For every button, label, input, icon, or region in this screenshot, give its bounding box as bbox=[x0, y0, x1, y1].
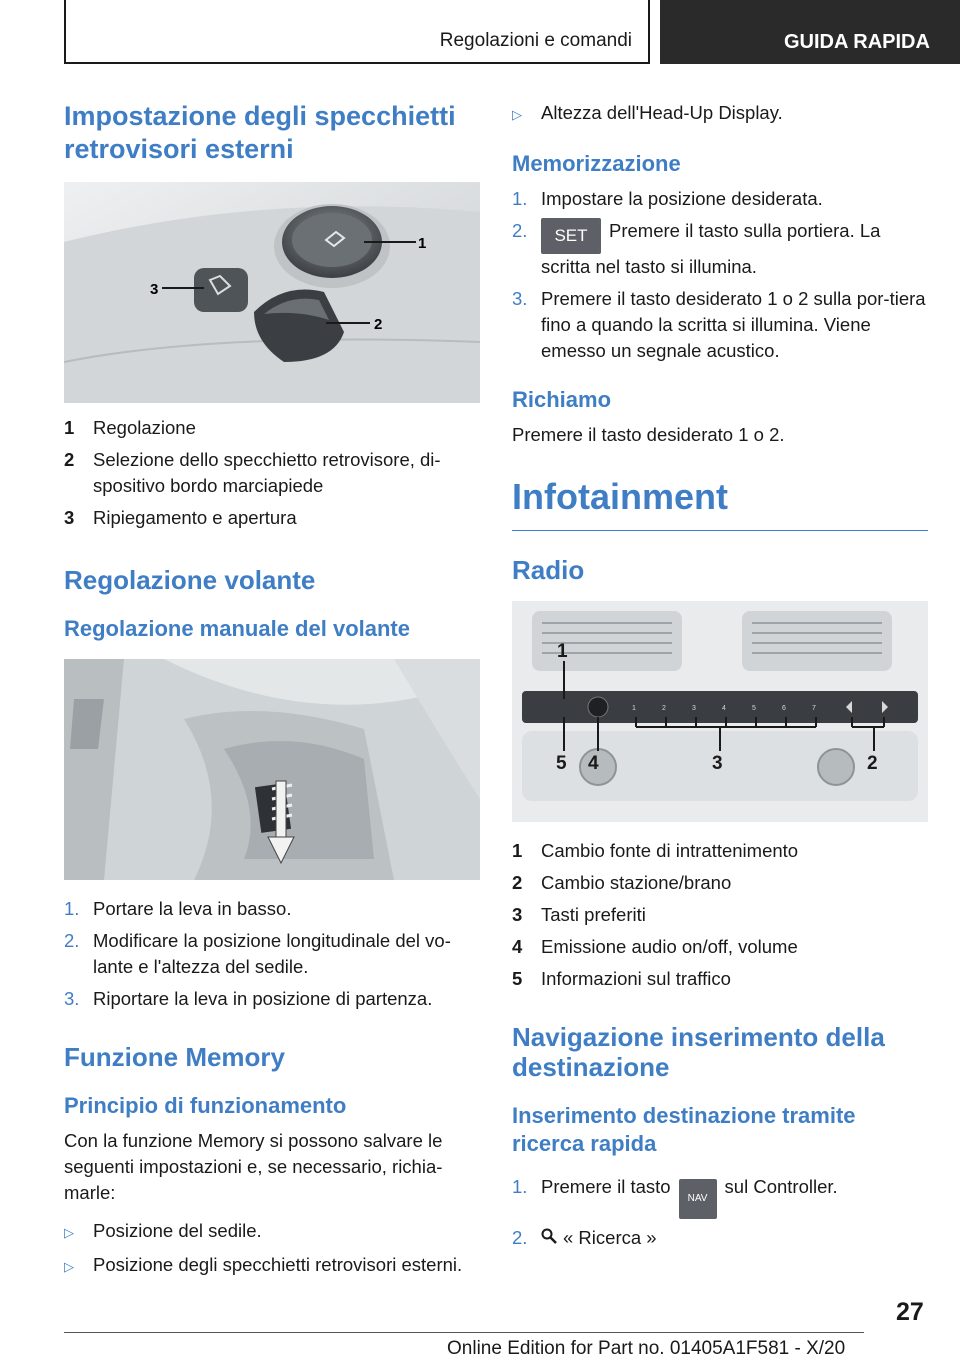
list-item: 2 Selezione dello specchietto retrovisore, di-spositivo bordo marciapiede bbox=[64, 449, 441, 496]
list-item: 3. Riportare la leva in posizione di partenza. bbox=[64, 988, 433, 1009]
header-tab: GUIDA RAPIDA bbox=[660, 0, 960, 64]
radio-label-4: 4 bbox=[588, 753, 599, 774]
nav-subtitle: Inserimento destinazione tramite ricerca rapida bbox=[512, 1103, 856, 1156]
list-item: ▷ Posizione degli specchietti retrovisori esterni. bbox=[64, 1252, 480, 1280]
nav-steps bbox=[512, 1174, 928, 1251]
steering-steps bbox=[64, 896, 480, 1012]
svg-text:1: 1 bbox=[632, 705, 636, 712]
list-item: 1. Premere il tastoNAVsul Controller. bbox=[512, 1174, 928, 1219]
figure-label-3: 3 bbox=[150, 281, 159, 298]
search-icon bbox=[541, 1225, 563, 1251]
steering-lever-illustration bbox=[64, 659, 480, 880]
mirror-control-figure bbox=[64, 182, 480, 403]
radio-label-3: 3 bbox=[712, 753, 723, 774]
list-item: 2. Modificare la posizione longitudinale del vo-lante e l'altezza del sedile. bbox=[64, 930, 451, 977]
set-button-icon: SET bbox=[541, 218, 601, 254]
radio-label-5: 5 bbox=[556, 753, 567, 774]
radio-label-1: 1 bbox=[557, 641, 568, 662]
triangle-bullet-icon: ▷ bbox=[64, 1225, 74, 1240]
footer-divider bbox=[64, 1332, 864, 1333]
list-item: 1 Cambio fonte di intrattenimento bbox=[512, 840, 799, 861]
list-item: 4 Emissione audio on/off, volume bbox=[512, 936, 798, 957]
memory-description: Con la funzione Memory si possono salvare le seguenti impostazioni e, se necessario, richia-marle: bbox=[64, 1130, 443, 1203]
list-item: 1. Portare la leva in basso. bbox=[64, 898, 292, 919]
memory-bullets bbox=[64, 1218, 480, 1280]
radio-figure bbox=[512, 601, 928, 822]
svg-text:3: 3 bbox=[692, 705, 696, 712]
radio-label-2: 2 bbox=[867, 753, 878, 774]
save-title: Memorizzazione bbox=[512, 151, 681, 176]
radio-legend bbox=[512, 838, 928, 992]
list-item: 3 Ripiegamento e apertura bbox=[64, 507, 297, 528]
list-item: ▷ Posizione del sedile. bbox=[64, 1218, 480, 1246]
memory-bullets-continued bbox=[512, 100, 928, 128]
svg-text:5: 5 bbox=[752, 705, 756, 712]
save-steps bbox=[512, 186, 928, 364]
memory-title: Funzione Memory bbox=[64, 1042, 286, 1072]
radio-title: Radio bbox=[512, 555, 585, 585]
recall-text: Premere il tasto desiderato 1 o 2. bbox=[512, 424, 785, 445]
mirror-legend bbox=[64, 415, 480, 531]
mirror-title: Impostazione degli specchietti retrovisori esterni bbox=[64, 101, 456, 164]
recall-title: Richiamo bbox=[512, 387, 612, 412]
svg-text:6: 6 bbox=[782, 705, 786, 712]
svg-text:4: 4 bbox=[722, 705, 726, 712]
list-item: 2 Cambio stazione/brano bbox=[512, 872, 732, 893]
figure-label-1: 1 bbox=[418, 235, 427, 252]
mirror-control-illustration bbox=[64, 182, 480, 403]
list-item: 5 Informazioni sul traffico bbox=[512, 968, 731, 989]
page-number: 27 bbox=[896, 1298, 924, 1326]
steering-lever-figure bbox=[64, 659, 480, 880]
memory-subtitle: Principio di funzionamento bbox=[64, 1093, 347, 1118]
list-item: ▷ Altezza dell'Head-Up Display. bbox=[512, 100, 928, 128]
list-item: 2. SET Premere il tasto sulla portiera. La scritta nel tasto si illumina. bbox=[512, 220, 881, 277]
list-item: 3. Premere il tasto desiderato 1 o 2 sulla por-tiera fino a quando la scritta si illumina. Viene emesso un segnale acustico. bbox=[512, 288, 926, 361]
list-item: 1 Regolazione bbox=[64, 417, 196, 438]
svg-text:7: 7 bbox=[812, 705, 816, 712]
triangle-bullet-icon: ▷ bbox=[64, 1259, 74, 1274]
list-item: 3 Tasti preferiti bbox=[512, 904, 646, 925]
infotainment-title: Infotainment bbox=[512, 476, 928, 531]
figure-label-2: 2 bbox=[374, 316, 383, 333]
radio-panel-illustration bbox=[512, 601, 928, 822]
triangle-bullet-icon: ▷ bbox=[512, 107, 522, 122]
svg-text:2: 2 bbox=[662, 705, 666, 712]
nav-title: Navigazione inserimento della destinazione bbox=[512, 1022, 885, 1082]
header-section-title: Regolazioni e comandi bbox=[439, 30, 632, 51]
list-item: 2. « Ricerca » bbox=[512, 1225, 928, 1251]
header-frame bbox=[64, 0, 650, 64]
left-column bbox=[64, 100, 480, 1286]
list-item: 1. Impostare la posizione desiderata. bbox=[512, 188, 823, 209]
footer-edition: Online Edition for Part no. 01405A1F581 - X/20 bbox=[447, 1338, 846, 1359]
steering-subtitle: Regolazione manuale del volante bbox=[64, 616, 410, 641]
right-column bbox=[512, 100, 928, 1257]
nav-button-icon: NAV bbox=[679, 1179, 717, 1219]
steering-title: Regolazione volante bbox=[64, 565, 316, 595]
